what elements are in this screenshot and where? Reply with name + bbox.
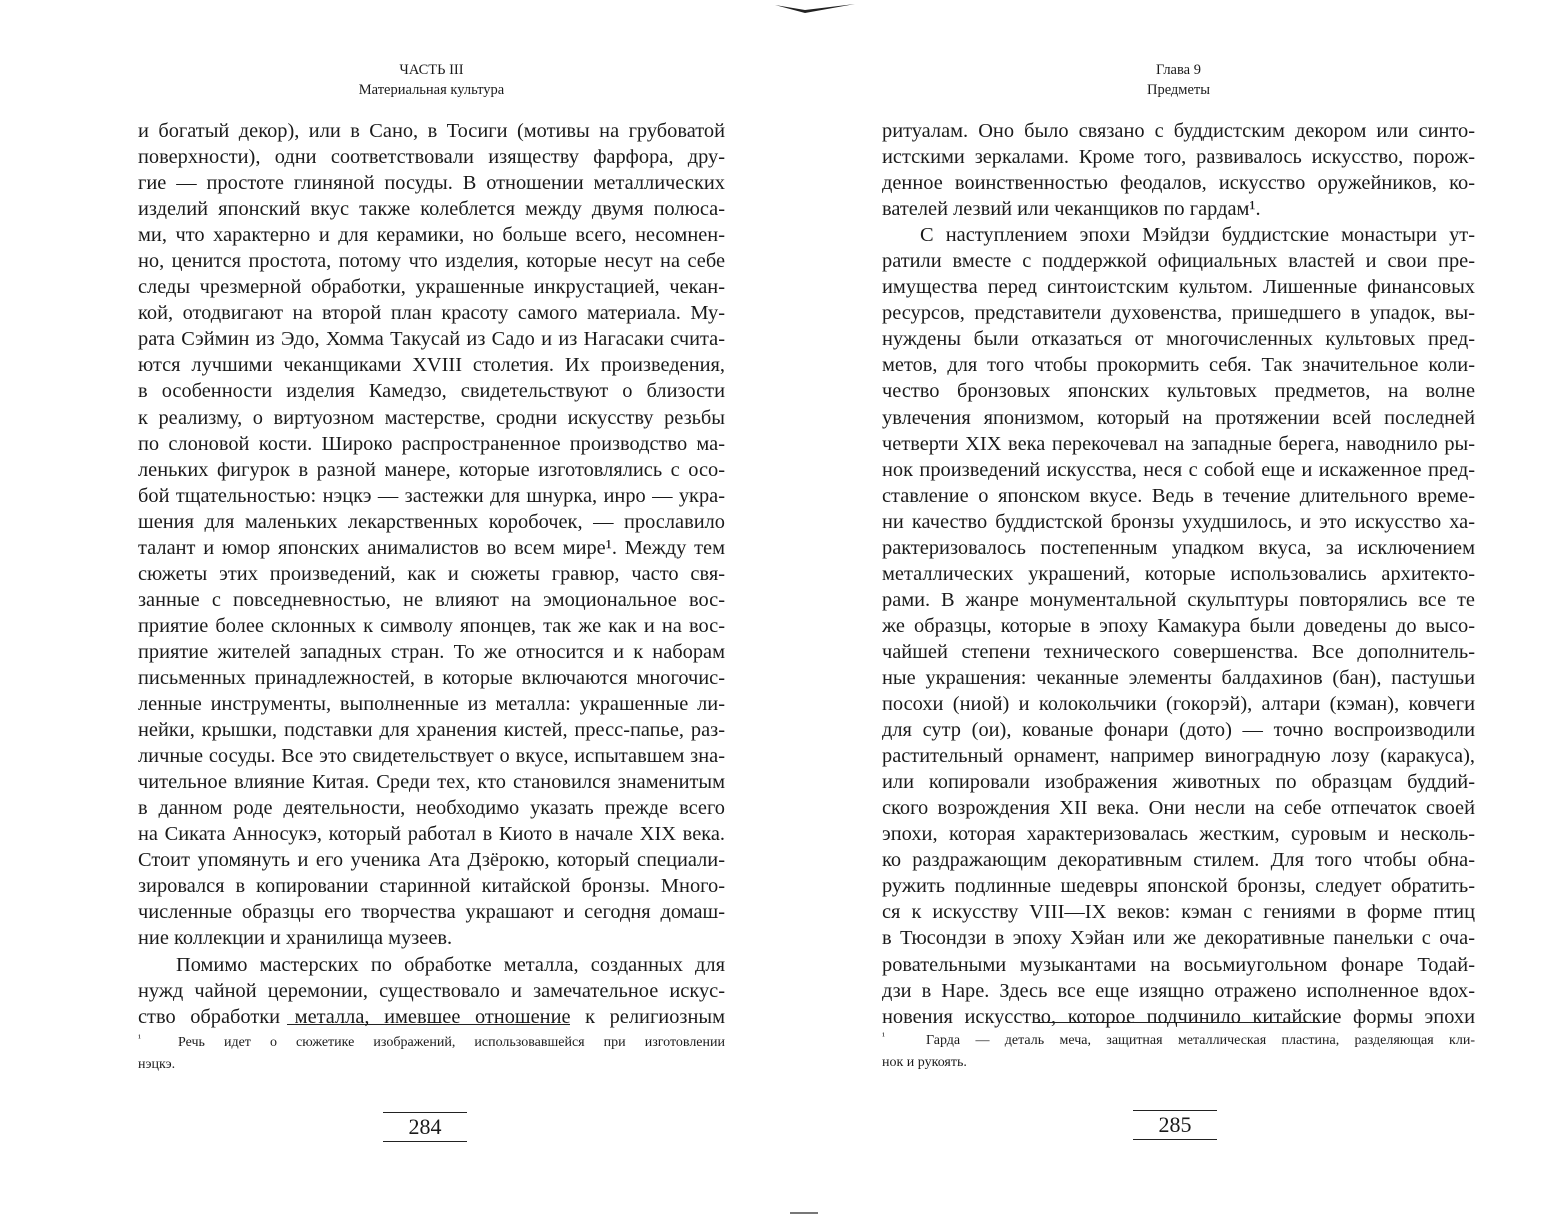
body-text [138,118,725,1030]
text-line: имущества перед синтоистским культом. Лишенные финансовых [882,276,1475,299]
text-line: следы чрезмерной обработки, украшенные инкрустацией, чекан- [138,276,725,299]
text-line: ни качество буддистской бронзы ухудшилось, и это искусство ха- [882,510,1475,533]
text-line: чительное влияние Китая. Среди тех, кто становился знаменитым [138,771,725,794]
footnote-text-line: нэцкэ. [138,1057,176,1072]
body-text [882,118,1475,1030]
text-line: же образцы, которые в эпоху Камакура были доведены до высо- [882,614,1475,637]
footnote [138,1032,725,1076]
text-line: или копировали изображения животных по образцам буддий- [882,771,1475,794]
text-line: ровательными музыкантами на восьмиугольном фонаре Тодай- [882,953,1475,976]
footnote-separator [1033,1022,1320,1023]
text-line: по слоновой кости. Широко распространенное производство ма- [138,432,725,455]
text-line: Стоит упомянуть и его ученика Ата Дзёрокю, который специали- [138,849,725,872]
text-line: ратили вместе с поддержкой официальных властей и свои пре- [882,250,1475,273]
text-line: увлечения японизмом, который на протяжении всей последней [882,406,1475,429]
text-line: денное воинственностью феодалов, искусство оружейников, ко- [882,172,1475,195]
text-line: ружить подлинные шедевры японской бронзы, следует обратить- [882,875,1475,898]
text-line: дзи в Наре. Здесь все еще изящно отражено исполненное вдох- [882,979,1475,1002]
running-head [138,60,725,100]
text-line: в Тюсондзи в эпоху Хэйан или же декоративные панельки с оча- [882,927,1475,950]
footnote-text-line: Гарда — деталь меча, защитная металлическая пластина, разделяющая кли- [926,1033,1475,1048]
text-line: металлических украшений, которые использовались архитекто- [882,562,1475,585]
text-line: ются лучшими чеканщиками XVIII столетия. Их произведения, [138,354,725,377]
text-line: нуждены были отказаться от многочисленных культовых пред- [882,328,1475,351]
text-line: ство обработки металла, имевшее отношение к религиозным [138,1005,725,1028]
text-line: С наступлением эпохи Мэйдзи буддистские монастыри ут- [920,224,1475,247]
page-number: 285 [1133,1110,1217,1140]
footnote-marker: ¹ [882,1031,885,1042]
text-line: шения для маленьких лекарственных коробочек, — прославило [138,510,725,533]
text-line: метов, для того чтобы прокормить себя. Так значительное коли- [882,354,1475,377]
spine-crease-mark-bottom [790,1212,818,1214]
text-line: к реализму, о виртуозном мастерстве, сродни искусству резьбы [138,406,725,429]
text-line: в данном роде деятельности, необходимо указать прежде всего [138,797,725,820]
text-line: чайшей степени технического совершенства. Все дополнитель- [882,640,1475,663]
text-line: гие — простоте глиняной посуды. В отношении металлических [138,172,725,195]
text-line: личные сосуды. Все это свидетельствует о вкусе, испытавшем зна- [138,745,725,768]
text-line: приятие более склонных к символу японцев, так же как и на вос- [138,614,725,637]
footnote-text-line: нок и рукоять. [882,1055,967,1070]
text-line: зировался в копировании старинной китайской бронзы. Много- [138,875,725,898]
running-head [882,60,1475,100]
text-line: на Сиката Анносукэ, который работал в Киото в начале XIX века. [138,823,725,846]
running-head-part: ЧАСТЬ III [399,62,464,78]
text-line: письменных принадлежностей, в которые включаются многочис- [138,666,725,689]
text-line: сюжеты этих произведений, как и сюжеты гравюр, часто свя- [138,562,725,585]
spine-crease-mark [775,2,855,14]
text-line: нужд чайной церемонии, существовало и замечательное искус- [138,979,725,1002]
text-line: рами. В жанре монументальной скульптуры повторялись все те [882,588,1475,611]
text-line: посохи (ниой) и колокольчики (гокорэй), алтари (кэман), ковчеги [882,693,1475,716]
text-line: ского возрождения XII века. Они несли на себе отпечаток своей [882,797,1475,820]
text-line: но, ценится простота, потому что изделия, которые несут на себе [138,250,725,273]
text-line: занные с повседневностью, не влияют на эмоциональное вос- [138,588,725,611]
text-line: поверхности), одни соответствовали изяществу фарфора, дру- [138,146,725,169]
text-line: вателей лезвий или чеканщиков по гардам¹. [882,198,1261,221]
running-head-chapter: Глава 9 [1156,62,1201,78]
text-line: ставление о японском вкусе. Ведь в течение длительного време- [882,484,1475,507]
text-line: чество бронзовых японских культовых предметов, на волне [882,380,1475,403]
text-line: четверти XIX века перекочевал на западные берега, наводнило ры- [882,432,1475,455]
text-line: леньких фигурок в разной манере, которые изготовлялись с осо- [138,458,725,481]
text-line: истскими зеркалами. Кроме того, развивалось искусство, порож- [882,146,1475,169]
text-line: растительный орнамент, например виноградную лозу (каракуса), [882,745,1475,768]
running-head-section: Материальная культура [358,82,505,98]
text-line: ритуалам. Оно было связано с буддистским декором или синто- [882,120,1475,142]
text-line: нок произведений искусства, неся с собой еще и искаженное пред- [882,458,1475,481]
text-line: талант и юмор японских анималистов во всем мире¹. Между тем [138,536,725,559]
text-line: ресурсов, представители духовенства, пришедшего в упадок, вы- [882,302,1475,325]
page-number: 284 [383,1112,467,1142]
text-line: ленные инструменты, выполненные из металла: украшенные ли- [138,693,725,716]
footnote-text-line: Речь идет о сюжетике изображений, использовавшейся при изготовлении [178,1035,725,1050]
text-line: численные образцы его творчества украшают и сегодня домаш- [138,901,725,924]
text-line: Помимо мастерских по обработке металла, созданных для [176,953,725,976]
footnote-marker: ¹ [138,1033,141,1044]
text-line: кой, отодвигают на второй план красоту самого материала. Му- [138,302,725,325]
text-line: и богатый декор), или в Сано, в Тосиги (мотивы на грубоватой [138,120,725,142]
text-line: ко раздражающим декоративным стилем. Для того чтобы обна- [882,849,1475,872]
text-line: ние коллекции и хранилища музеев. [138,927,453,950]
footnote [882,1030,1475,1074]
text-line: ся к искусству VIII—IX веков: кэман с гениями в форме птиц [882,901,1475,924]
text-line: рата Сэймин из Эдо, Хомма Такусай из Садо и из Нагасаки счита- [138,328,725,351]
text-line: эпохи, которая характеризовалась жестким, суровым и несколь- [882,823,1475,846]
text-line: рактеризовалось постепенным упадком вкуса, за исключением [882,536,1475,559]
text-line: ные украшения: чеканные элементы балдахинов (бан), пастушьи [882,666,1475,689]
text-line: нейки, крышки, подставки для хранения кистей, пресс-папье, раз- [138,719,725,742]
footnote-separator [287,1024,570,1025]
text-line: ми, что характерно и для керамики, но больше всего, несомнен- [138,224,725,247]
text-line: для сутр (ои), кованые фонари (дото) — точно воспроизводили [882,719,1475,742]
text-line: бой тщательностью: нэцкэ — застежки для шнурка, инро — укра- [138,484,725,507]
text-line: приятие жителей западных стран. То же относится и к наборам [138,640,725,663]
running-head-title: Предметы [1146,82,1211,98]
text-line: в особенности изделия Камедзо, свидетельствуют о близости [138,380,725,403]
text-line: новения искусство, которое подчинило китайские формы эпохи [882,1005,1475,1028]
text-line: изделий японский вкус также колеблется между двумя полюса- [138,198,725,221]
